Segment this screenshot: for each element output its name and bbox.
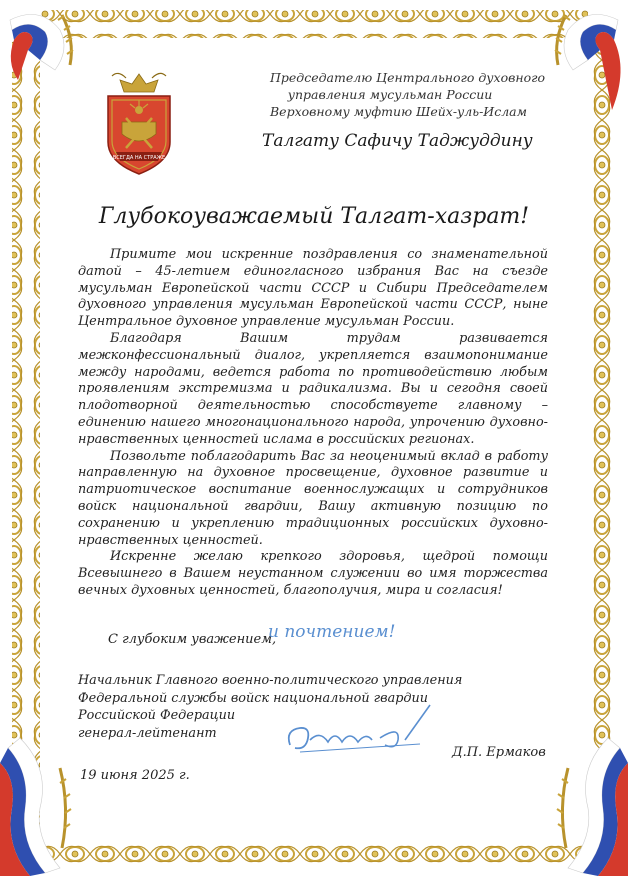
rosgvardia-emblem bbox=[98, 70, 180, 180]
recipient-name: Талгату Сафичу Таджуддину bbox=[262, 131, 533, 151]
flag-top-right bbox=[538, 0, 628, 120]
signer-line: Начальник Главного военно-политического управления bbox=[78, 673, 463, 688]
handwritten-signature bbox=[280, 700, 440, 760]
emblem-motto: ВСЕГДА НА СТРАЖЕ bbox=[112, 155, 166, 161]
signer-line: генерал-лейтенант bbox=[78, 725, 217, 741]
body-paragraph: Благодаря Вашим трудам развивается межконфессиональный диалог, укрепляется взаимопонимание между народами, ведется работа по противодействию любым проявлениям экстремизма и радикализма. Вы и сегодня своей плодотворной деятельностью способствуете главному – единению нашего многонационального народа, упрочению духовно-нравственных ценностей ислама в российских регионах. bbox=[78, 330, 548, 447]
signer-name: Д.П. Ермаков bbox=[452, 745, 546, 760]
letter-date: 19 июня 2025 г. bbox=[80, 768, 190, 783]
body-paragraph: Позвольте поблагодарить Вас за неоценимый вклад в работу направленную на духовное просвещение, духовное развитие и патриотическое воспитание военнослужащих и сотрудников войск национальной гвардии, Вашу активную позицию по сохранению и укреплению традиционных российских духовно-нравственных ценностей. bbox=[78, 448, 548, 548]
recipient-block bbox=[270, 69, 545, 120]
flag-top-left bbox=[0, 0, 90, 110]
recipient-line: Верховному муфтию Шейх-уль-Ислам bbox=[270, 104, 527, 119]
recipient-line: управления мусульман России bbox=[287, 87, 493, 102]
recipient-line: Председателю Центрального духовного bbox=[270, 70, 545, 85]
closing-text: С глубоким уважением, bbox=[108, 632, 277, 647]
signer-line: Федеральной службы войск национальной гвардии bbox=[78, 690, 428, 706]
flag-bottom-left bbox=[0, 728, 90, 878]
letter-body bbox=[78, 247, 548, 600]
greeting-heading: Глубокоуважаемый Талгат-хазрат! bbox=[98, 204, 530, 229]
handwritten-addition: и почтением! bbox=[268, 622, 396, 642]
signer-line: Российской Федерации bbox=[78, 708, 236, 723]
body-paragraph: Примите мои искренние поздравления со знаменательной датой – 45-летием единогласного избрания Вас на съезде мусульман Европейской части СССР и Сибири Председателем духовного управления мусульман Европейской части СССР, ныне Центральное духовное управление мусульман России. bbox=[78, 247, 548, 330]
body-paragraph: Искренне желаю крепкого здоровья, щедрой помощи Всевышнего в Вашем неустанном служении во имя торжества вечных духовных ценностей, благополучия, мира и согласия! bbox=[78, 549, 548, 598]
flag-bottom-right bbox=[538, 728, 628, 878]
